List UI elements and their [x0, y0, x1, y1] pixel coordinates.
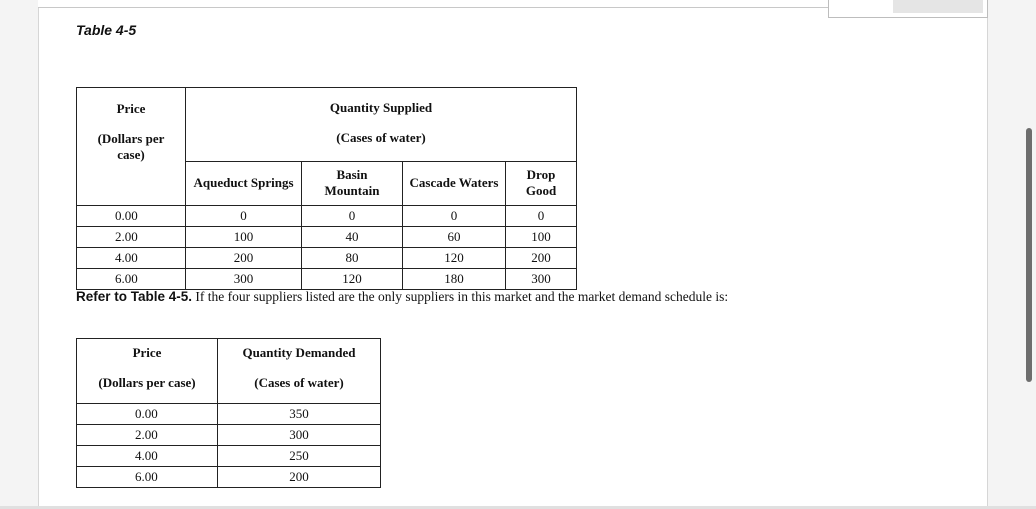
value-cell: 350 [218, 404, 381, 425]
quantity-supplied-unit: (Cases of water) [336, 130, 426, 146]
table-row [77, 404, 381, 425]
table-row [77, 269, 577, 290]
column-header-basin [302, 161, 403, 205]
value-cell: 300 [186, 269, 302, 290]
demand-price-header [77, 339, 218, 404]
quantity-supplied-header [186, 88, 577, 162]
value-cell: 0 [186, 206, 302, 227]
price-cell: 4.00 [77, 446, 218, 467]
question-text [76, 289, 728, 305]
value-cell: 200 [506, 248, 577, 269]
column-header-cascade: Cascade Waters [403, 161, 506, 205]
table-row [77, 206, 577, 227]
table-row [77, 425, 381, 446]
supply-table [76, 87, 577, 290]
value-cell: 180 [403, 269, 506, 290]
value-cell: 100 [506, 227, 577, 248]
price-cell: 6.00 [77, 467, 218, 488]
value-cell: 100 [186, 227, 302, 248]
question-reference: Refer to Table 4-5. [76, 289, 193, 304]
table-row [77, 227, 577, 248]
value-cell: 200 [218, 467, 381, 488]
value-cell: 300 [506, 269, 577, 290]
question-body: If the four suppliers listed are the only suppliers in this market and the market demand schedule is: [195, 289, 729, 304]
value-cell: 200 [186, 248, 302, 269]
quantity-demanded-header [218, 339, 381, 404]
column-header-basin-label: Basin Mountain [324, 167, 380, 199]
demand-price-label: Price [132, 345, 162, 360]
value-cell: 300 [218, 425, 381, 446]
table-title: Table 4-5 [76, 22, 137, 38]
price-cell: 0.00 [77, 206, 186, 227]
column-header-aqueduct: Aqueduct Springs [186, 161, 302, 205]
column-header-drop-label: Drop Good [525, 167, 557, 199]
quantity-supplied-label: Quantity Supplied [329, 100, 433, 116]
table-row [77, 446, 381, 467]
value-cell: 0 [403, 206, 506, 227]
price-header-label: Price [116, 101, 146, 116]
price-cell: 2.00 [77, 425, 218, 446]
price-cell: 0.00 [77, 404, 218, 425]
column-header-drop [506, 161, 577, 205]
value-cell: 40 [302, 227, 403, 248]
quantity-demanded-label: Quantity Demanded [242, 345, 356, 360]
top-right-panel-fill [893, 0, 983, 13]
demand-price-unit: (Dollars per case) [98, 375, 196, 390]
value-cell: 0 [506, 206, 577, 227]
price-header-unit: (Dollars per case) [97, 131, 165, 162]
value-cell: 120 [302, 269, 403, 290]
price-cell: 6.00 [77, 269, 186, 290]
value-cell: 250 [218, 446, 381, 467]
value-cell: 80 [302, 248, 403, 269]
vertical-scrollbar[interactable] [1026, 128, 1032, 382]
demand-table [76, 338, 381, 488]
value-cell: 60 [403, 227, 506, 248]
table-row [77, 248, 577, 269]
value-cell: 120 [403, 248, 506, 269]
price-cell: 2.00 [77, 227, 186, 248]
price-cell: 4.00 [77, 248, 186, 269]
table-row [77, 467, 381, 488]
price-header [77, 88, 186, 206]
value-cell: 0 [302, 206, 403, 227]
quantity-demanded-unit: (Cases of water) [254, 375, 344, 390]
